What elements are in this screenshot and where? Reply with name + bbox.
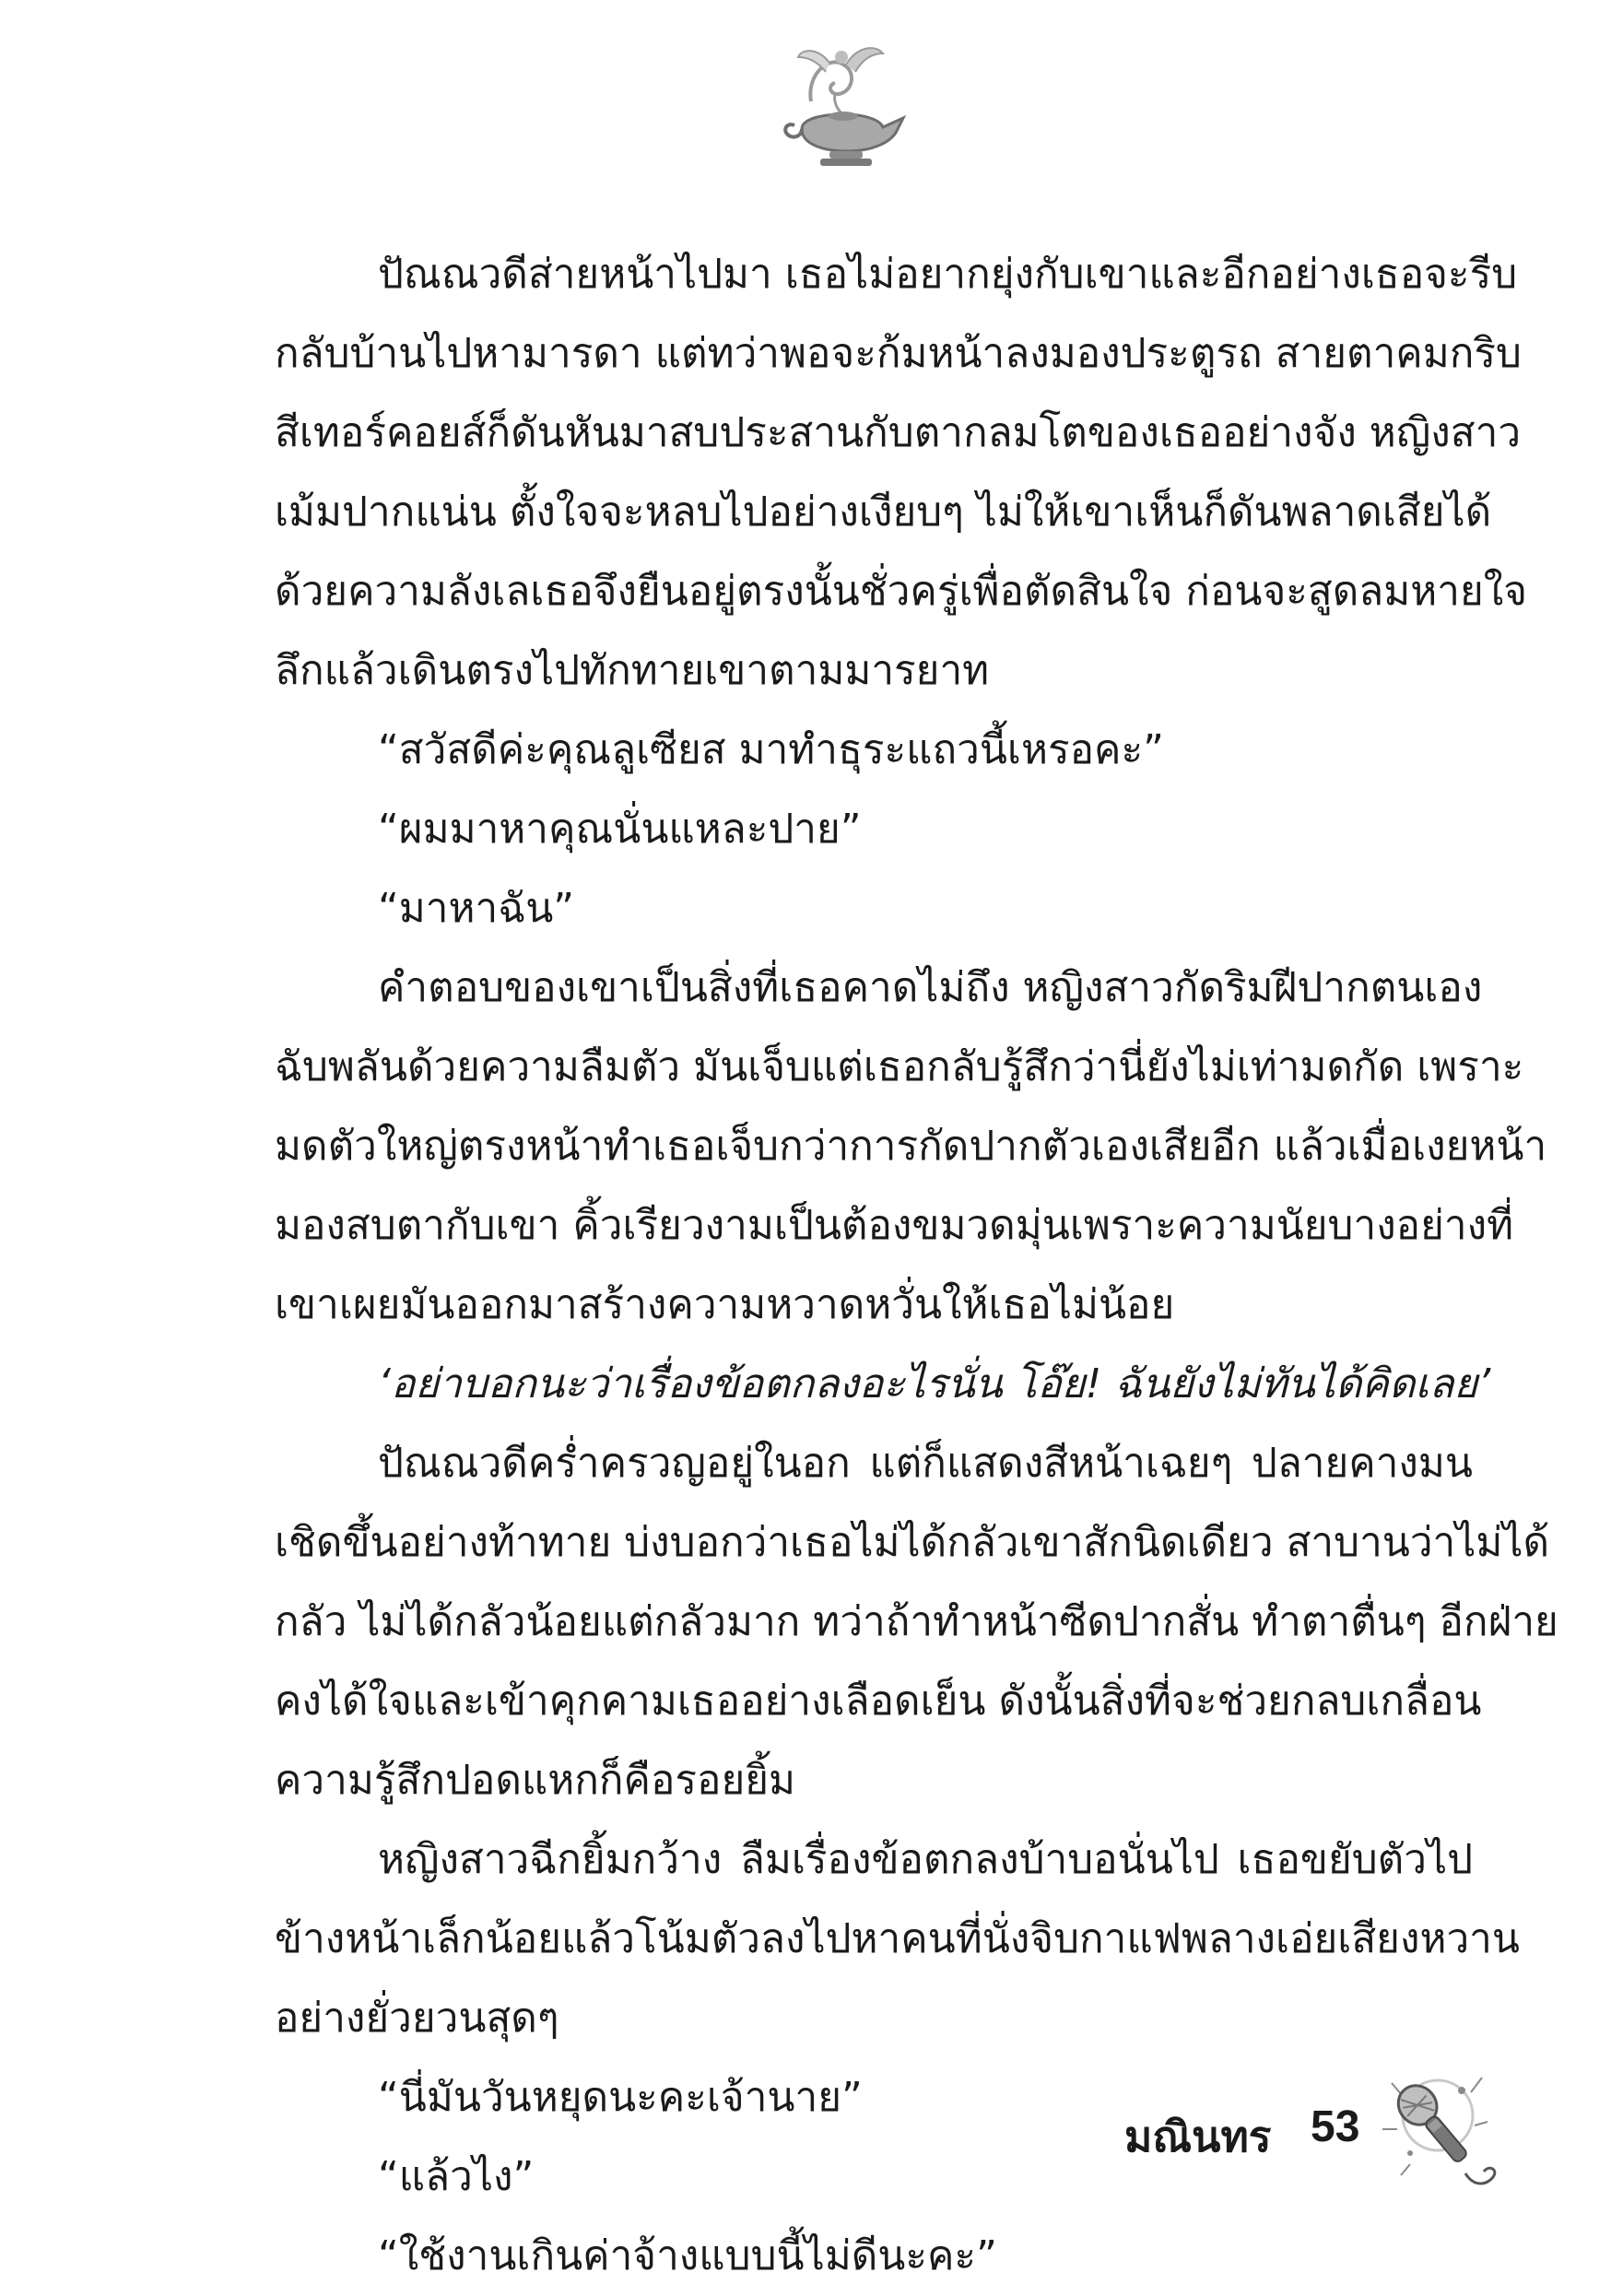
page-footer — [1060, 2065, 1521, 2203]
dialogue-line: “แล้วไง” — [378, 2153, 535, 2200]
author-name: มณินทร — [1124, 2112, 1272, 2161]
body-text — [275, 235, 1558, 2296]
text-line: สีเทอร์คอยส์ก็ดันหันมาสบประสานกับตากลมโตของเธออย่างจัง หญิงสาว — [275, 409, 1522, 456]
dialogue-line: “ใช้งานเกินค่าจ้างแบบนี้ไม่ดีนะคะ” — [378, 2232, 997, 2279]
text-line: เม้มปากแน่น ตั้งใจจะหลบไปอย่างเงียบๆ ไม่ให้เขาเห็นก็ดันพลาดเสียได้ — [275, 489, 1492, 536]
page-number: 53 — [1311, 2102, 1360, 2151]
dialogue-line: “มาหาฉัน” — [378, 885, 575, 932]
text-line: ปัณณวดีคร่ำครวญอยู่ในอก แต่ก็แสดงสีหน้าเฉยๆ ปลายคางมน — [378, 1440, 1473, 1487]
text-line: คำตอบของเขาเป็นสิ่งที่เธอคาดไม่ถึง หญิงสาวกัดริมฝีปากตนเอง — [378, 964, 1483, 1011]
text-line: ปัณณวดีส่ายหน้าไปมา เธอไม่อยากยุ่งกับเขาและอีกอย่างเธอจะรีบ — [378, 251, 1518, 298]
text-line: ฉับพลันด้วยความลืมตัว มันเจ็บแต่เธอกลับรู้สึกว่านี่ยังไม่เท่ามดกัด เพราะ — [275, 1043, 1524, 1090]
dialogue-line: “นี่มันวันหยุดนะคะเจ้านาย” — [378, 2074, 863, 2121]
text-line: ความรู้สึกปอดแหกก็คือรอยยิ้ม — [275, 1757, 796, 1804]
text-line: มดตัวใหญ่ตรงหน้าทำเธอเจ็บกว่าการกัดปากตัวเองเสียอีก แล้วเมื่อเงยหน้า — [275, 1123, 1547, 1170]
text-line: มองสบตากับเขา คิ้วเรียวงามเป็นต้องขมวดมุ่นเพราะความนัยบางอย่างที่ — [275, 1202, 1514, 1249]
thought-line: ‘อย่าบอกนะว่าเรื่องข้อตกลงอะไรนั่น โอ๊ย! ฉันยังไม่ทันได้คิดเลย’ — [378, 1360, 1491, 1407]
dialogue-line: “ผมมาหาคุณนั่นแหละปาย” — [378, 806, 862, 853]
text-line: กลับบ้านไปหามารดา แต่ทว่าพอจะก้มหน้าลงมองประตูรถ สายตาคมกริบ — [275, 330, 1522, 377]
microphone-icon — [1373, 2065, 1502, 2203]
text-line: หญิงสาวฉีกยิ้มกว้าง ลืมเรื่องข้อตกลงบ้าบอนั่นไป เธอขยับตัวไป — [378, 1836, 1473, 1883]
text-line: ด้วยความลังเลเธอจึงยืนอยู่ตรงนั้นชั่วครู่เพื่อตัดสินใจ ก่อนจะสูดลมหายใจ — [275, 568, 1528, 615]
text-line: กลัว ไม่ได้กลัวน้อยแต่กลัวมาก ทว่าถ้าทำหน้าซีดปากสั่น ทำตาตื่นๆ อีกฝ่าย — [275, 1598, 1558, 1645]
text-line: ลึกแล้วเดินตรงไปทักทายเขาตามมารยาท — [275, 647, 990, 694]
text-line: อย่างยั่วยวนสุดๆ — [275, 1995, 559, 2042]
magic-lamp-fairy-icon — [774, 37, 912, 175]
text-line: คงได้ใจและเข้าคุกคามเธออย่างเลือดเย็น ดังนั้นสิ่งที่จะช่วยกลบเกลื่อน — [275, 1678, 1482, 1725]
dialogue-line: “สวัสดีค่ะคุณลูเซียส มาทำธุระแถวนี้เหรอคะ” — [378, 726, 1164, 773]
text-line: เชิดขึ้นอย่างท้าทาย บ่งบอกว่าเธอไม่ได้กลัวเขาสักนิดเดียว สาบานว่าไม่ได้ — [275, 1519, 1550, 1566]
text-line: ข้างหน้าเล็กน้อยแล้วโน้มตัวลงไปหาคนที่นั่งจิบกาแฟพลางเอ่ยเสียงหวาน — [275, 1915, 1520, 1962]
text-line: เขาเผยมันออกมาสร้างความหวาดหวั่นให้เธอไม่น้อย — [275, 1281, 1175, 1328]
